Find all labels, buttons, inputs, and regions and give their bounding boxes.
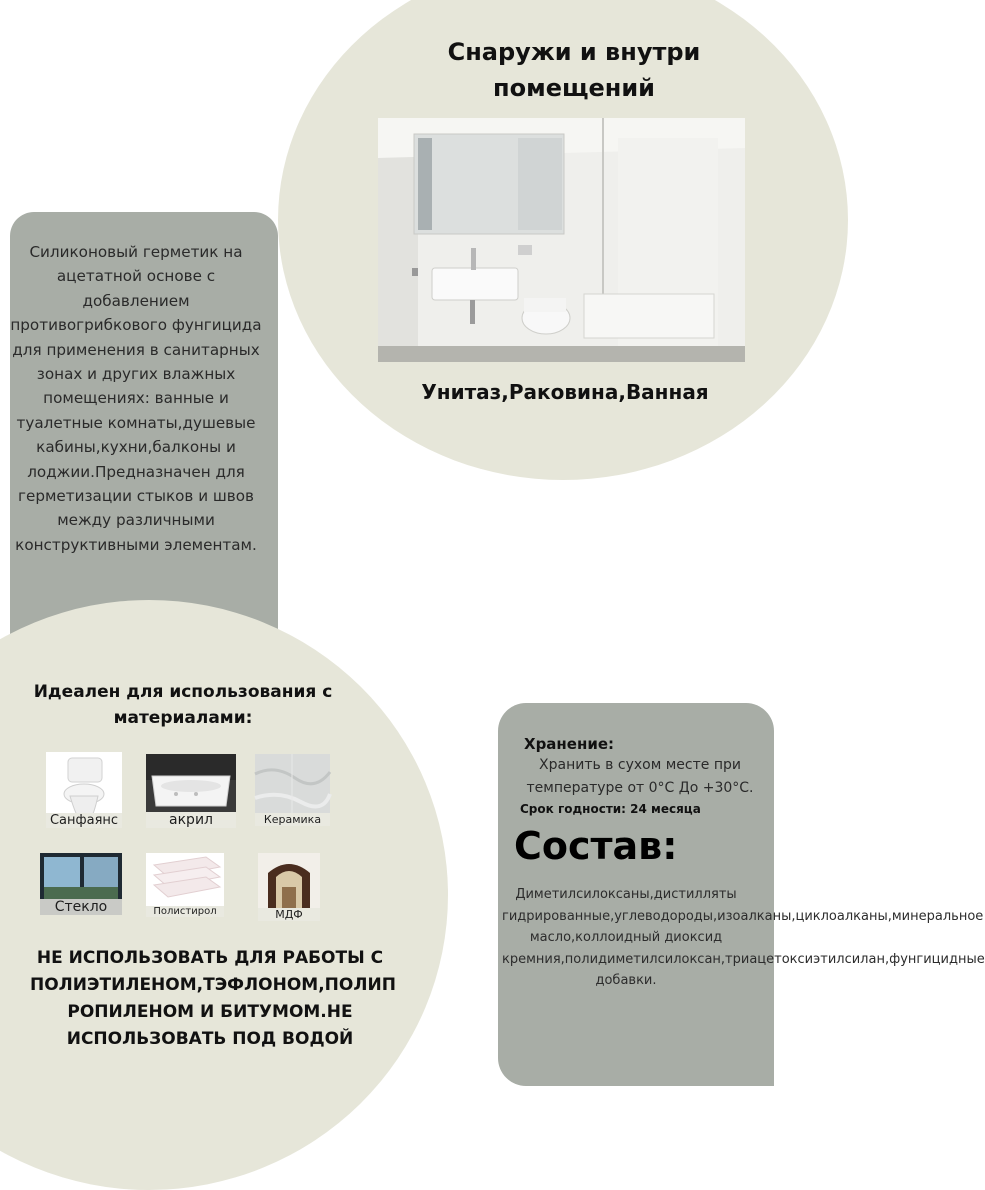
bathroom-photo (378, 118, 745, 362)
material-tile-sanfayans (46, 752, 122, 828)
title-line-2: помещений (493, 74, 655, 102)
material-tile-polystyrene (146, 853, 224, 917)
composition-text: Диметилсилоксаны,дистилляты гидрированные,углеводороды,изоалканы,циклоалканы,минеральное масло,коллоидный диоксид кремния,полидиметилсилоксан,триацетоксиэтилсилан,фунгицидные добавки. (502, 887, 985, 988)
material-tile-acrylic (146, 754, 236, 826)
material-label-glass: Стекло (40, 899, 122, 915)
storage-title: Хранение: (524, 735, 615, 753)
material-label-ceramics: Керамика (255, 813, 330, 826)
storage-text: Хранить в сухом месте при температуре от 0°С До +30°С. (526, 757, 754, 796)
materials-title: Идеален для использования с материалами: (33, 682, 333, 728)
material-label-sanfayans: Санфаянс (46, 813, 122, 828)
material-tile-ceramics (255, 754, 330, 826)
shelf-life: Срок годности: 24 месяца (520, 802, 701, 816)
material-label-acrylic: акрил (146, 812, 236, 828)
material-tile-mdf (258, 853, 320, 921)
material-tile-glass (40, 853, 122, 915)
material-label-mdf: МДФ (258, 908, 320, 921)
page-title (420, 34, 728, 106)
product-description: Силиконовый герметик на ацетатной основе с добавлением противогрибкового фунгицида для применения в санитарных зонах и других влажных помещениях: ванные и туалетные комнаты,душевые кабины,кухни,балконы и лоджии.Предназначен для герметизации стыков и швов между различными конструктивными элементам. (10, 243, 262, 554)
usage-warning: НЕ ИСПОЛЬЗОВАТЬ ДЛЯ РАБОТЫ С ПОЛИЭТИЛЕНОМ,ТЭФЛОНОМ,ПОЛИП РОПИЛЕНОМ И БИТУМОМ.НЕ ИСПОЛЬЗОВАТЬ ПОД ВОДОЙ (30, 948, 396, 1049)
composition-title: Состав: (514, 824, 678, 868)
material-label-polystyrene: Полистирол (146, 906, 224, 917)
products-line: Унитаз,Раковина,Ванная (421, 380, 709, 404)
title-line-1: Снаружи и внутри (447, 38, 701, 66)
